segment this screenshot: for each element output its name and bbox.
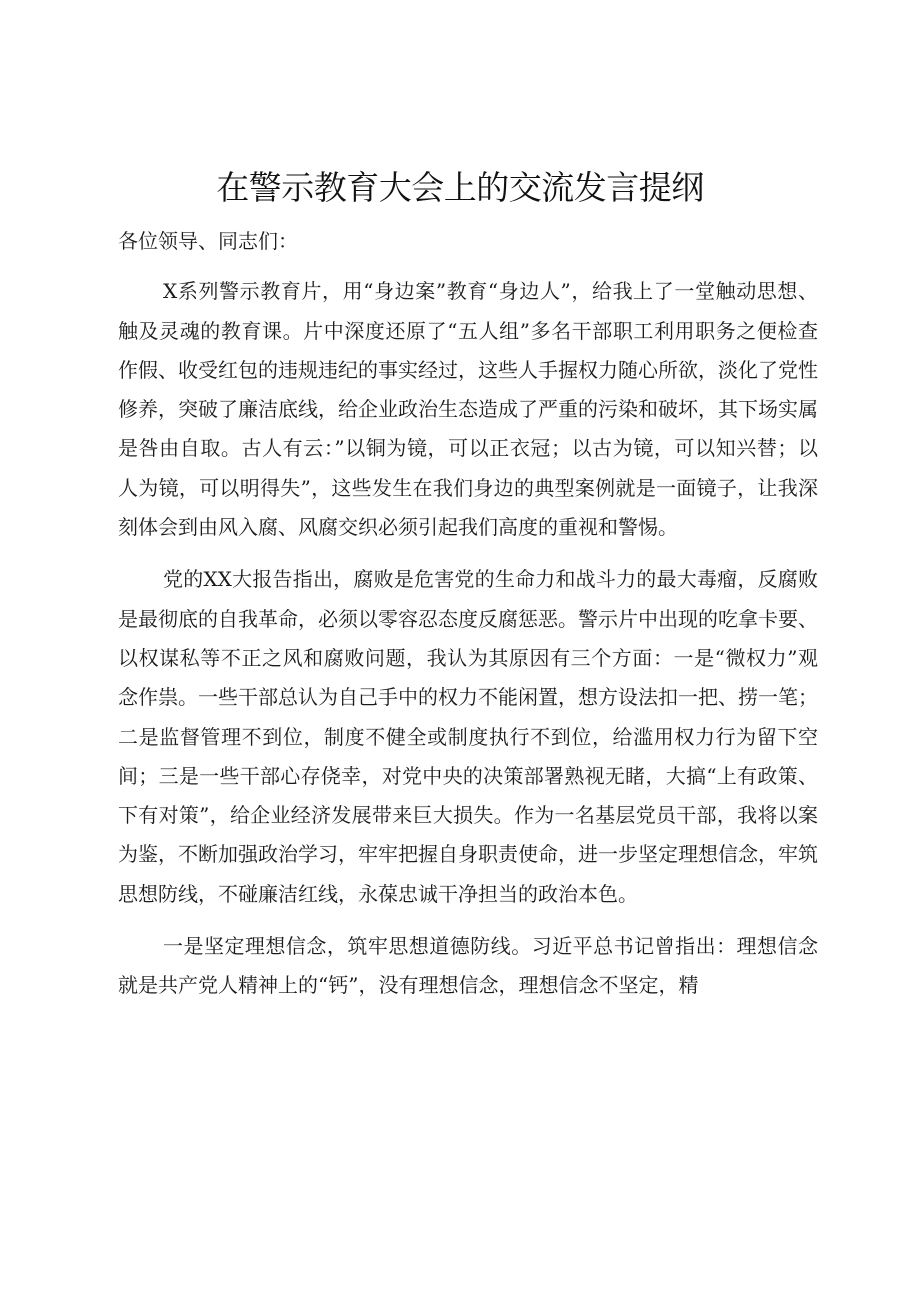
document-body [118, 222, 818, 1006]
paragraph-3: 一是坚定理想信念，筑牢思想道德防线。习近平总书记曾指出：理想信念就是共产党人精神上的“钙”，没有理想信念，理想信念不坚定，精 [118, 934, 818, 998]
salutation: 各位领导、同志们： [118, 229, 298, 253]
paragraph-2: 党的XX大报告指出，腐败是危害党的生命力和战斗力的最大毒瘤，反腐败是最彻底的自我革命，必须以零容忍态度反腐惩恶。警示片中出现的吃拿卡要、以权谋私等不正之风和腐败问题，我认为其原因有三个方面：一是“微权力”观念作祟。一些干部总认为自己手中的权力不能闲置，想方设法扣一把、捞一笔；二是监督管理不到位，制度不健全或制度执行不到位，给滥用权力行为留下空间；三是一些干部心存侥幸，对党中央的决策部署熟视无睹，大搞“上有政策、下有对策”，给企业经济发展带来巨大损失。作为一名基层党员干部，我将以案为鉴，不断加强政治学习，牢牢把握自身职责使命，进一步坚定理想信念，牢筑思想防线，不碰廉洁红线，永葆忠诚干净担当的政治本色。 [118, 567, 818, 906]
document-title: 在警示教育大会上的交流发言提纲 [216, 168, 704, 207]
paragraph-1: X系列警示教育片，用“身边案”教育“身边人”，给我上了一堂触动思想、触及灵魂的教育课。片中深度还原了“五人组”多名干部职工利用职务之便检查作假、收受红包的违规违纪的事实经过，这些人手握权力随心所欲，淡化了党性修养，突破了廉洁底线，给企业政治生态造成了严重的污染和破坏，其下场实属是咎由自取。古人有云：”以铜为镜，可以正衣冠；以古为镜，可以知兴替；以人为镜，可以明得失”，这些发生在我们身边的典型案例就是一面镜子，让我深刻体会到由风入腐、风腐交织必须引起我们高度的重视和警惕。 [118, 279, 818, 540]
